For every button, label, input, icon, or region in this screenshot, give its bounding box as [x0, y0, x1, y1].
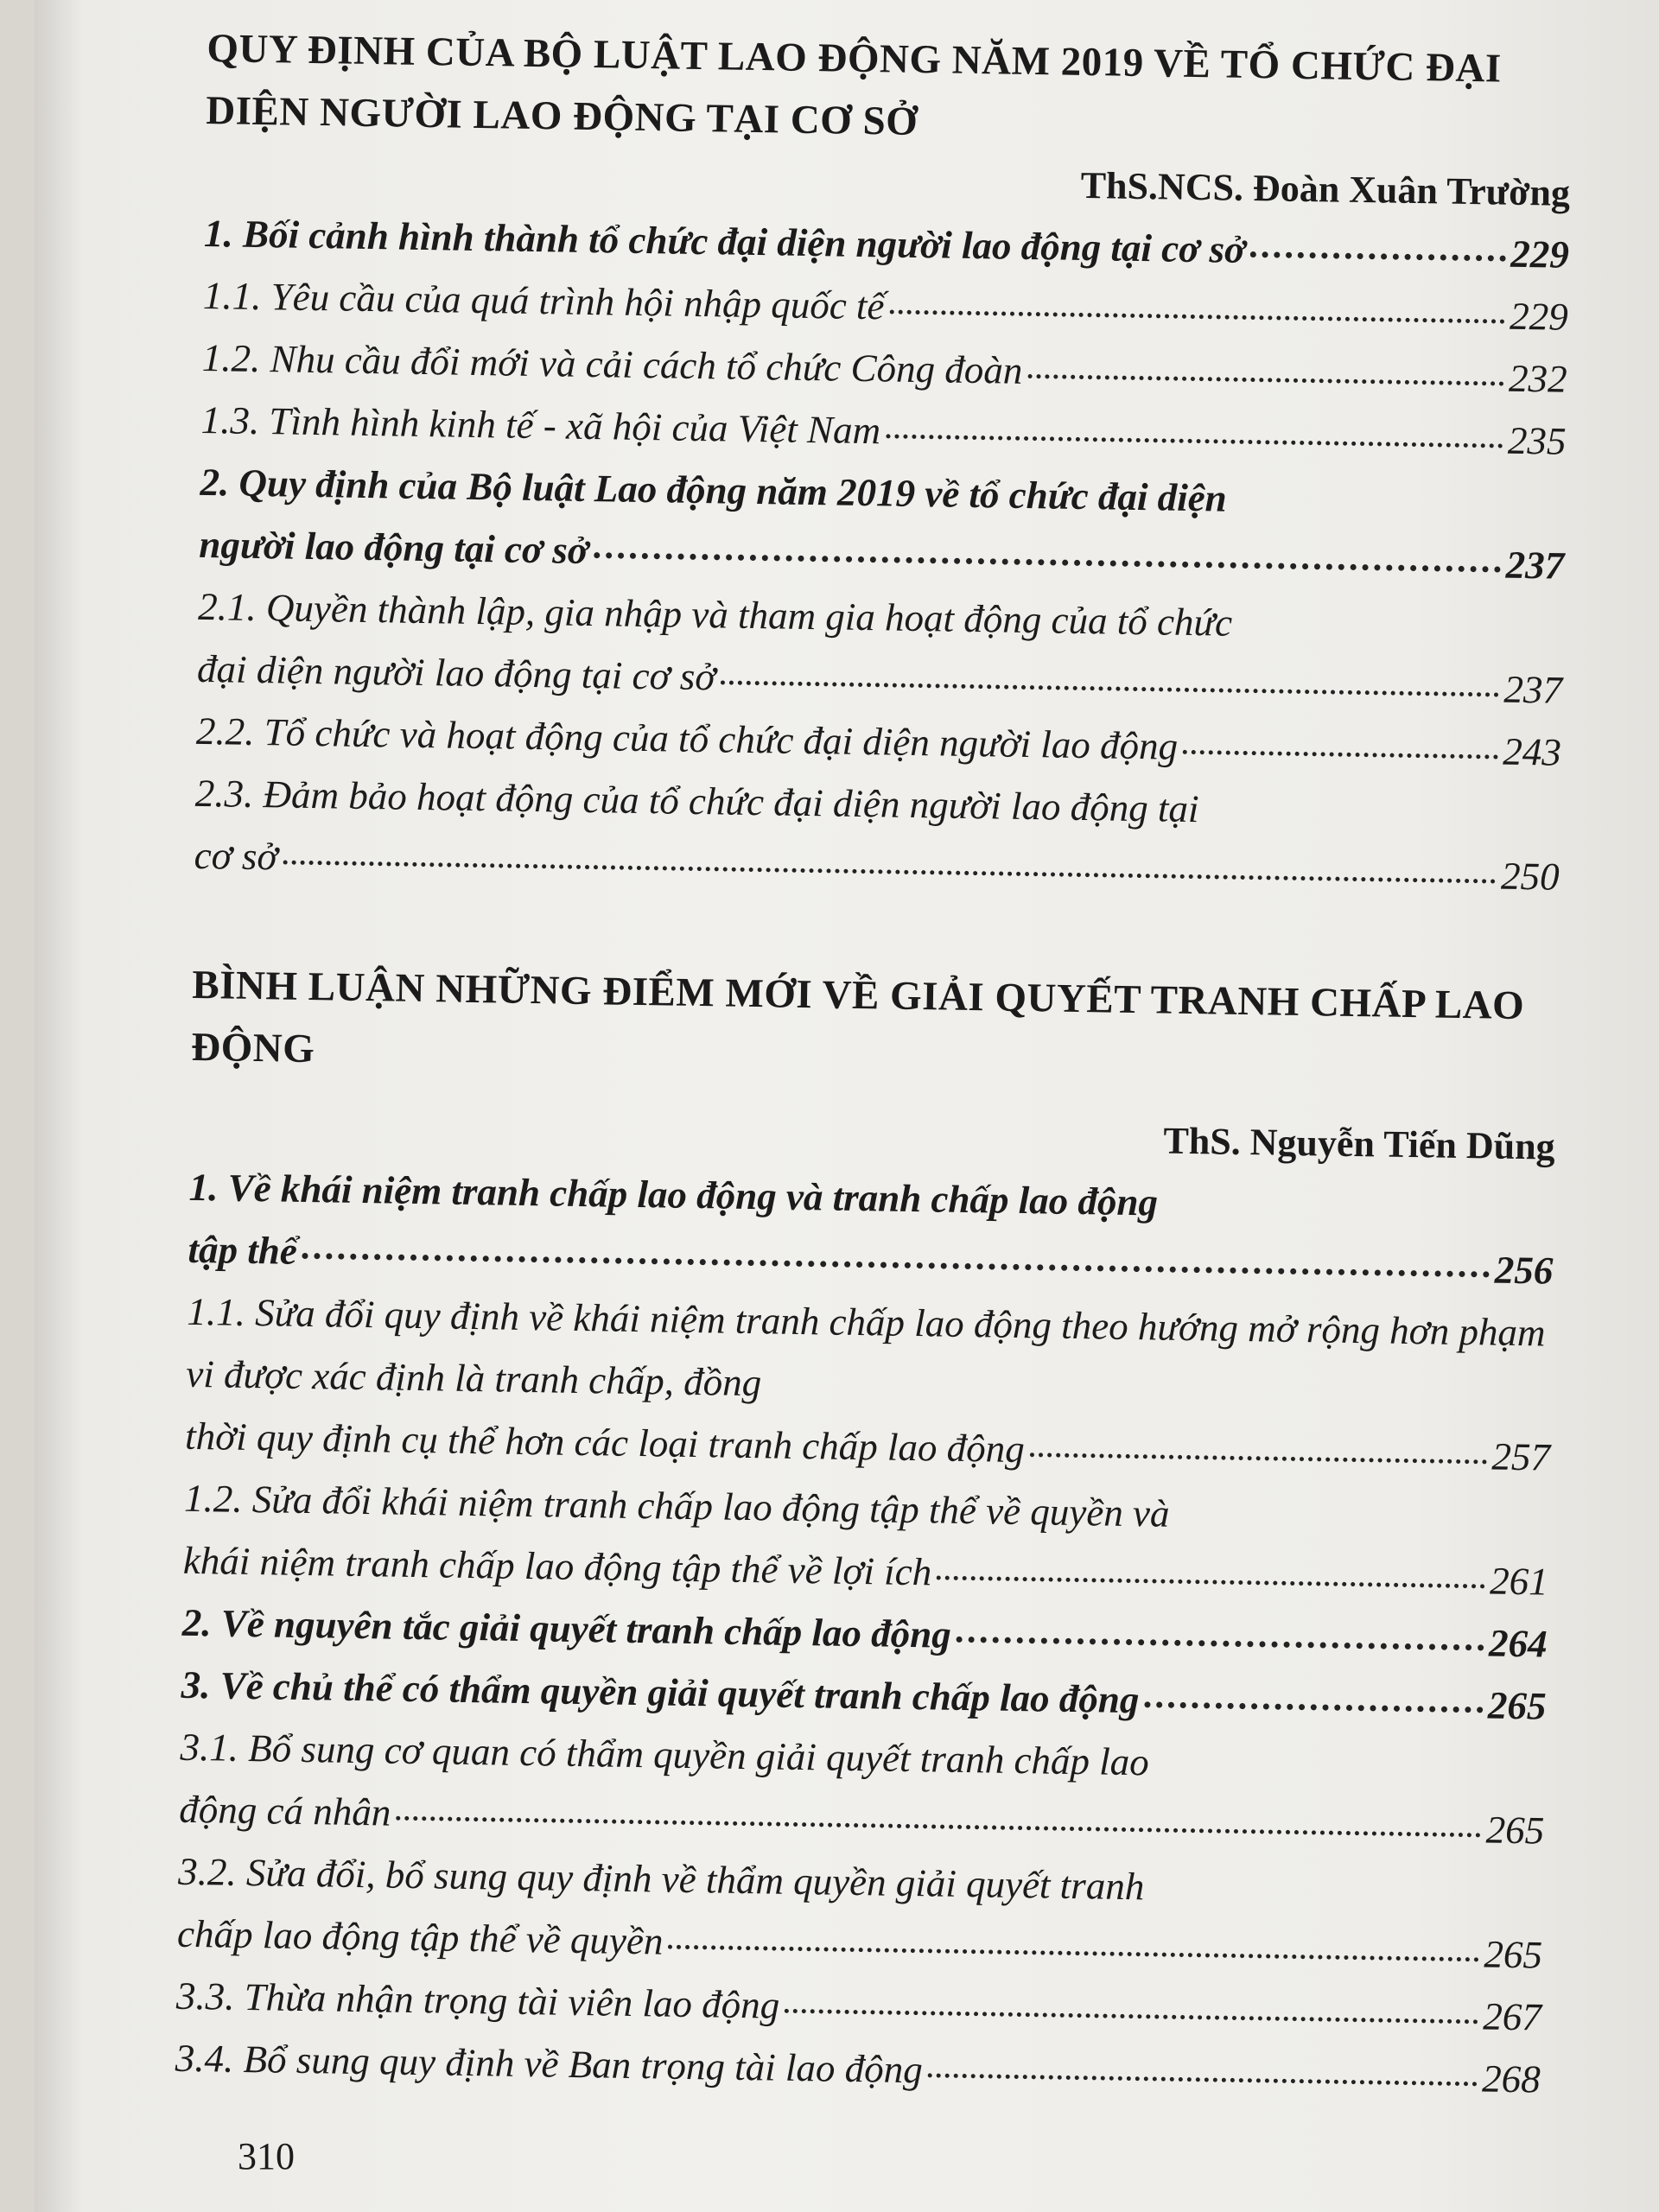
toc-page-number: 265: [1487, 1683, 1547, 1728]
toc-entry-lead: 2.3. Đảm bảo hoạt động của tổ chức đại diện người lao động tại: [194, 771, 1199, 831]
toc-entry[interactable]: [177, 1840, 1544, 1986]
toc-entry-title: 3.4. Bổ sung quy định về Ban trọng tài lao động: [175, 2036, 924, 2092]
toc-entry[interactable]: [185, 1281, 1553, 1489]
dot-leader: [957, 1637, 1484, 1651]
dot-leader: [937, 1575, 1484, 1588]
toc-entry-lead: 1. Về khái niệm tranh chấp lao động và tranh chấp lao động: [188, 1165, 1159, 1224]
toc-page-number: 229: [1510, 232, 1570, 276]
toc-entry[interactable]: [182, 1467, 1549, 1613]
toc-entry-title: 2.2. Tổ chức và hoạt động của tổ chức đại diện người lao động: [195, 709, 1179, 768]
toc-page-number: 243: [1502, 729, 1562, 774]
toc-entry-lead: 1.1. Sửa đổi quy định về khái niệm tranh chấp lao động theo hướng mở rộng hơn phạm vi được xác định là tranh chấp, đồng: [185, 1289, 1546, 1405]
toc-page-number: 267: [1482, 1994, 1542, 2039]
toc-page-number: 250: [1500, 854, 1560, 899]
dot-leader: [1183, 750, 1497, 760]
toc-page-number: 256: [1494, 1248, 1554, 1293]
page-number: 310: [238, 2135, 295, 2177]
toc-entry-title: 1.3. Tình hình kinh tế - xã hội của Việt Nam: [200, 397, 881, 453]
dot-leader: [1027, 374, 1503, 386]
toc-page-number: 257: [1491, 1434, 1551, 1479]
toc-entry-title: đại diện người lao động tại cơ sở: [196, 646, 716, 699]
section-author: ThS. Nguyễn Tiến Dũng: [1163, 1119, 1556, 1168]
toc-page-number: 232: [1508, 356, 1568, 401]
toc-page-number: 237: [1505, 543, 1565, 588]
book-page: [35, 0, 1659, 2212]
toc-entry-title: 2. Về nguyên tắc giải quyết tranh chấp lao động: [181, 1600, 952, 1656]
dot-leader: [594, 552, 1501, 572]
dot-leader: [396, 1816, 1480, 1838]
dot-leader: [785, 2009, 1478, 2024]
toc-page-number: 264: [1488, 1621, 1548, 1666]
toc-entry-title: 1.1. Yêu cầu của quá trình hội nhập quốc tế: [202, 273, 885, 328]
toc-entry-title: khái niệm tranh chấp lao động tập thể về lợi ích: [182, 1538, 932, 1594]
toc-page-number: 261: [1489, 1559, 1549, 1604]
section-heading: QUY ĐỊNH CỦA BỘ LUẬT LAO ĐỘNG NĂM 2019 VỀ TỔ CHỨC ĐẠI DIỆN NGƯỜI LAO ĐỘNG TẠI CƠ SỞ: [205, 25, 1503, 144]
toc-entry-title: 3.3. Thừa nhận trọng tài viên lao động: [175, 1974, 780, 2027]
toc-page-number: 229: [1509, 294, 1569, 339]
toc-page-number: 237: [1503, 667, 1563, 712]
toc-entry-title: thời quy định cụ thể hơn các loại tranh chấp lao động: [184, 1414, 1026, 1471]
toc-entry-title: người lao động tại cơ sở: [199, 522, 589, 573]
dot-leader: [886, 434, 1503, 448]
dot-leader: [283, 860, 1496, 883]
toc-entry-lead: 3.1. Bổ sung cơ quan có thẩm quyền giải quyết tranh chấp lao: [180, 1725, 1150, 1784]
toc-entry-title: động cá nhân: [179, 1787, 391, 1834]
toc-entry[interactable]: [199, 451, 1566, 597]
toc-entry-title: 1. Bối cảnh hình thành tổ chức đại diện người lao động tại cơ sở: [203, 211, 1246, 271]
toc-page-number: 265: [1485, 1808, 1545, 1853]
toc-entry-title: chấp lao động tập thể về quyền: [176, 1911, 664, 1963]
dot-leader: [1250, 251, 1505, 262]
dot-leader: [721, 680, 1498, 696]
toc-entry[interactable]: [197, 575, 1564, 721]
toc-entry-title: 1.2. Nhu cầu đổi mới và cải cách tổ chức Công đoàn: [201, 335, 1023, 392]
toc-page-number: 235: [1507, 418, 1567, 463]
dot-leader: [889, 309, 1504, 323]
dot-leader: [1144, 1701, 1483, 1713]
toc-page-number: 265: [1484, 1932, 1543, 1977]
dot-leader: [302, 1253, 1490, 1278]
toc-entry-title: 3. Về chủ thể có thẩm quyền giải quyết tranh chấp lao động: [181, 1662, 1140, 1722]
toc-entry-lead: 2. Quy định của Bộ luật Lao động năm 2019 về tổ chức đại diện: [200, 460, 1228, 520]
table-of-contents: [175, 17, 1572, 2111]
toc-entry-title: tập thể: [188, 1227, 298, 1273]
toc-entry-lead: 3.2. Sửa đổi, bổ sung quy định về thẩm quyền giải quyết tranh: [177, 1849, 1145, 1909]
toc-page-number: 268: [1481, 2056, 1541, 2101]
toc-entry[interactable]: [179, 1716, 1546, 1862]
toc-entry[interactable]: [194, 762, 1560, 908]
toc-entry[interactable]: [188, 1156, 1554, 1302]
toc-entry-title: cơ sở: [194, 833, 278, 879]
toc-entry-lead: 1.2. Sửa đổi khái niệm tranh chấp lao động tập thể về quyền và: [183, 1476, 1170, 1535]
section-author: ThS.NCS. Đoàn Xuân Trường: [1080, 163, 1571, 214]
dot-leader: [668, 1945, 1478, 1962]
dot-leader: [1030, 1452, 1487, 1464]
section-heading: BÌNH LUẬN NHỮNG ĐIỂM MỚI VỀ GIẢI QUYẾT TRANH CHẤP LAO ĐỘNG: [190, 962, 1525, 1072]
toc-entry-lead: 2.1. Quyền thành lập, gia nhập và tham gia hoạt động của tổ chức: [197, 584, 1233, 645]
dot-leader: [928, 2073, 1478, 2086]
